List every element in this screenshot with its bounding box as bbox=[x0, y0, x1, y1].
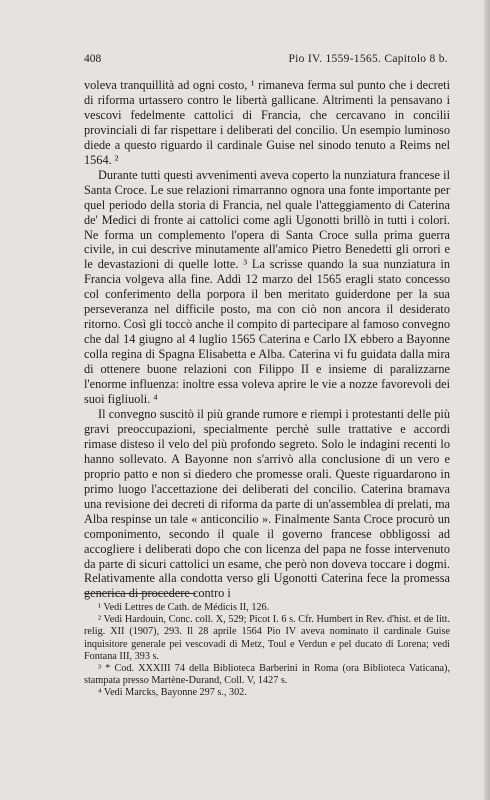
footnote-rule bbox=[84, 593, 196, 594]
footnotes bbox=[84, 602, 450, 700]
paragraph-2: Durante tutti questi avvenimenti aveva coperto la nunziatura francese il Santa Croce. Le sue relazioni rimarranno ognora una fonte importante per quel periodo della storia di Francia, nel quale l'atteggiamento di Caterina de' Medici di fronte ai cattolici come agli Ugonotti brillò in tutti i colori. Ne forma un complemento l'opera di Santa Croce sulla prima guerra civile, in cui descrive minutamente all'amico Pietro Benedetti gli orrori e le devastazioni di quelle lotte. ³ La scrisse quando la sua nunziatura in Francia volgeva alla fine. Addì 12 marzo del 1565 eragli stato concesso col conferimento della porpora il ben meritato guiderdone per la sua perseveranza nel difficile posto, ma con ciò non ancora il desiderato ritorno. Così gli toccò anche il compito di partecipare al famoso convegno che dal 14 giugno al 4 luglio 1565 Caterina e Carlo IX ebbero a Bayonne colla regina di Spagna Elisabetta e Alba. Caterina vi fu guidata dalla mira di ottenere buone relazioni con Filippo II e insieme di paralizzarne l'enorme influenza: inoltre essa voleva aprire le vie a nozze favorevoli dei suoi figliuoli. ⁴ bbox=[84, 167, 450, 407]
paragraph-1: voleva tranquillità ad ogni costo, ¹ rimaneva ferma sul punto che i decreti di riforma urtassero contro le libertà gallicane. Altrimenti la pensavano i vescovi fedelmente cattolici di Francia, che cercavano in concilii provinciali di far rispettare i deliberati del concilio. Un esempio luminoso diede a questo riguardo il cardinale Guise nel sinodo tenuto a Reims nel 1564. ² bbox=[84, 78, 450, 167]
footnote-3: ³ * Cod. XXXIII 74 della Biblioteca Barberini in Roma (ora Biblioteca Vaticana), stampata presso Martène-Durand, Coll. V, 1427 s. bbox=[84, 663, 450, 687]
running-title: Pio IV. 1559-1565. Capitolo 8 b. bbox=[288, 53, 448, 65]
footnote-4: ⁴ Vedi Marcks, Bayonne 297 s., 302. bbox=[98, 687, 247, 699]
main-text bbox=[84, 78, 450, 601]
page-edge-shadow bbox=[484, 0, 490, 800]
footnote-1: ¹ Vedi Lettres de Cath. de Médicis II, 126. bbox=[98, 602, 270, 613]
page-number: 408 bbox=[84, 53, 102, 65]
footnote-2: ² Vedi Hardouin, Conc. coll. X, 529; Picot I. 6 s. Cfr. Humbert in Rev. d'hist. et de litt. relig. XII (1907), 293. Il 28 aprile 1564 Pio IV aveva nominato il cardinale Guise inquisitore generale pei vescovadi di Metz, Toul e Verdun e pel ducato di Lorena; vedi Fontana III, 393 s. bbox=[84, 614, 450, 662]
page-header bbox=[84, 53, 448, 65]
paragraph-3: Il convegno suscitò il più grande rumore e riempì i protestanti delle più gravi preoccupazioni, specialmente perchè sulle trattative e accordi rimase disteso il velo del più profondo segreto. Solo le indagini recenti lo hanno sollevato. A Bayonne non s'arrivò alla conclusione di un vero e proprio patto e non si diedero che promesse orali. Queste riguardarono in primo luogo l'accettazione dei deliberati del concilio. Caterina bramava una revisione dei decreti di riforma da parte di un'assemblea di prelati, ma Alba respinse un tale « anticoncilio ». Finalmente Santa Croce procurò un componimento, secondo il quale il governo francese obbligossi ad accogliere i deliberati dopo che con licenza del papa ne fosse intervenuto da parte di sicuri cattolici un esame, che però non doveva toccare i dogmi. Relativamente alla condotta verso gli Ugonotti Caterina fece la promessa generica di procedere contro i bbox=[84, 406, 450, 601]
